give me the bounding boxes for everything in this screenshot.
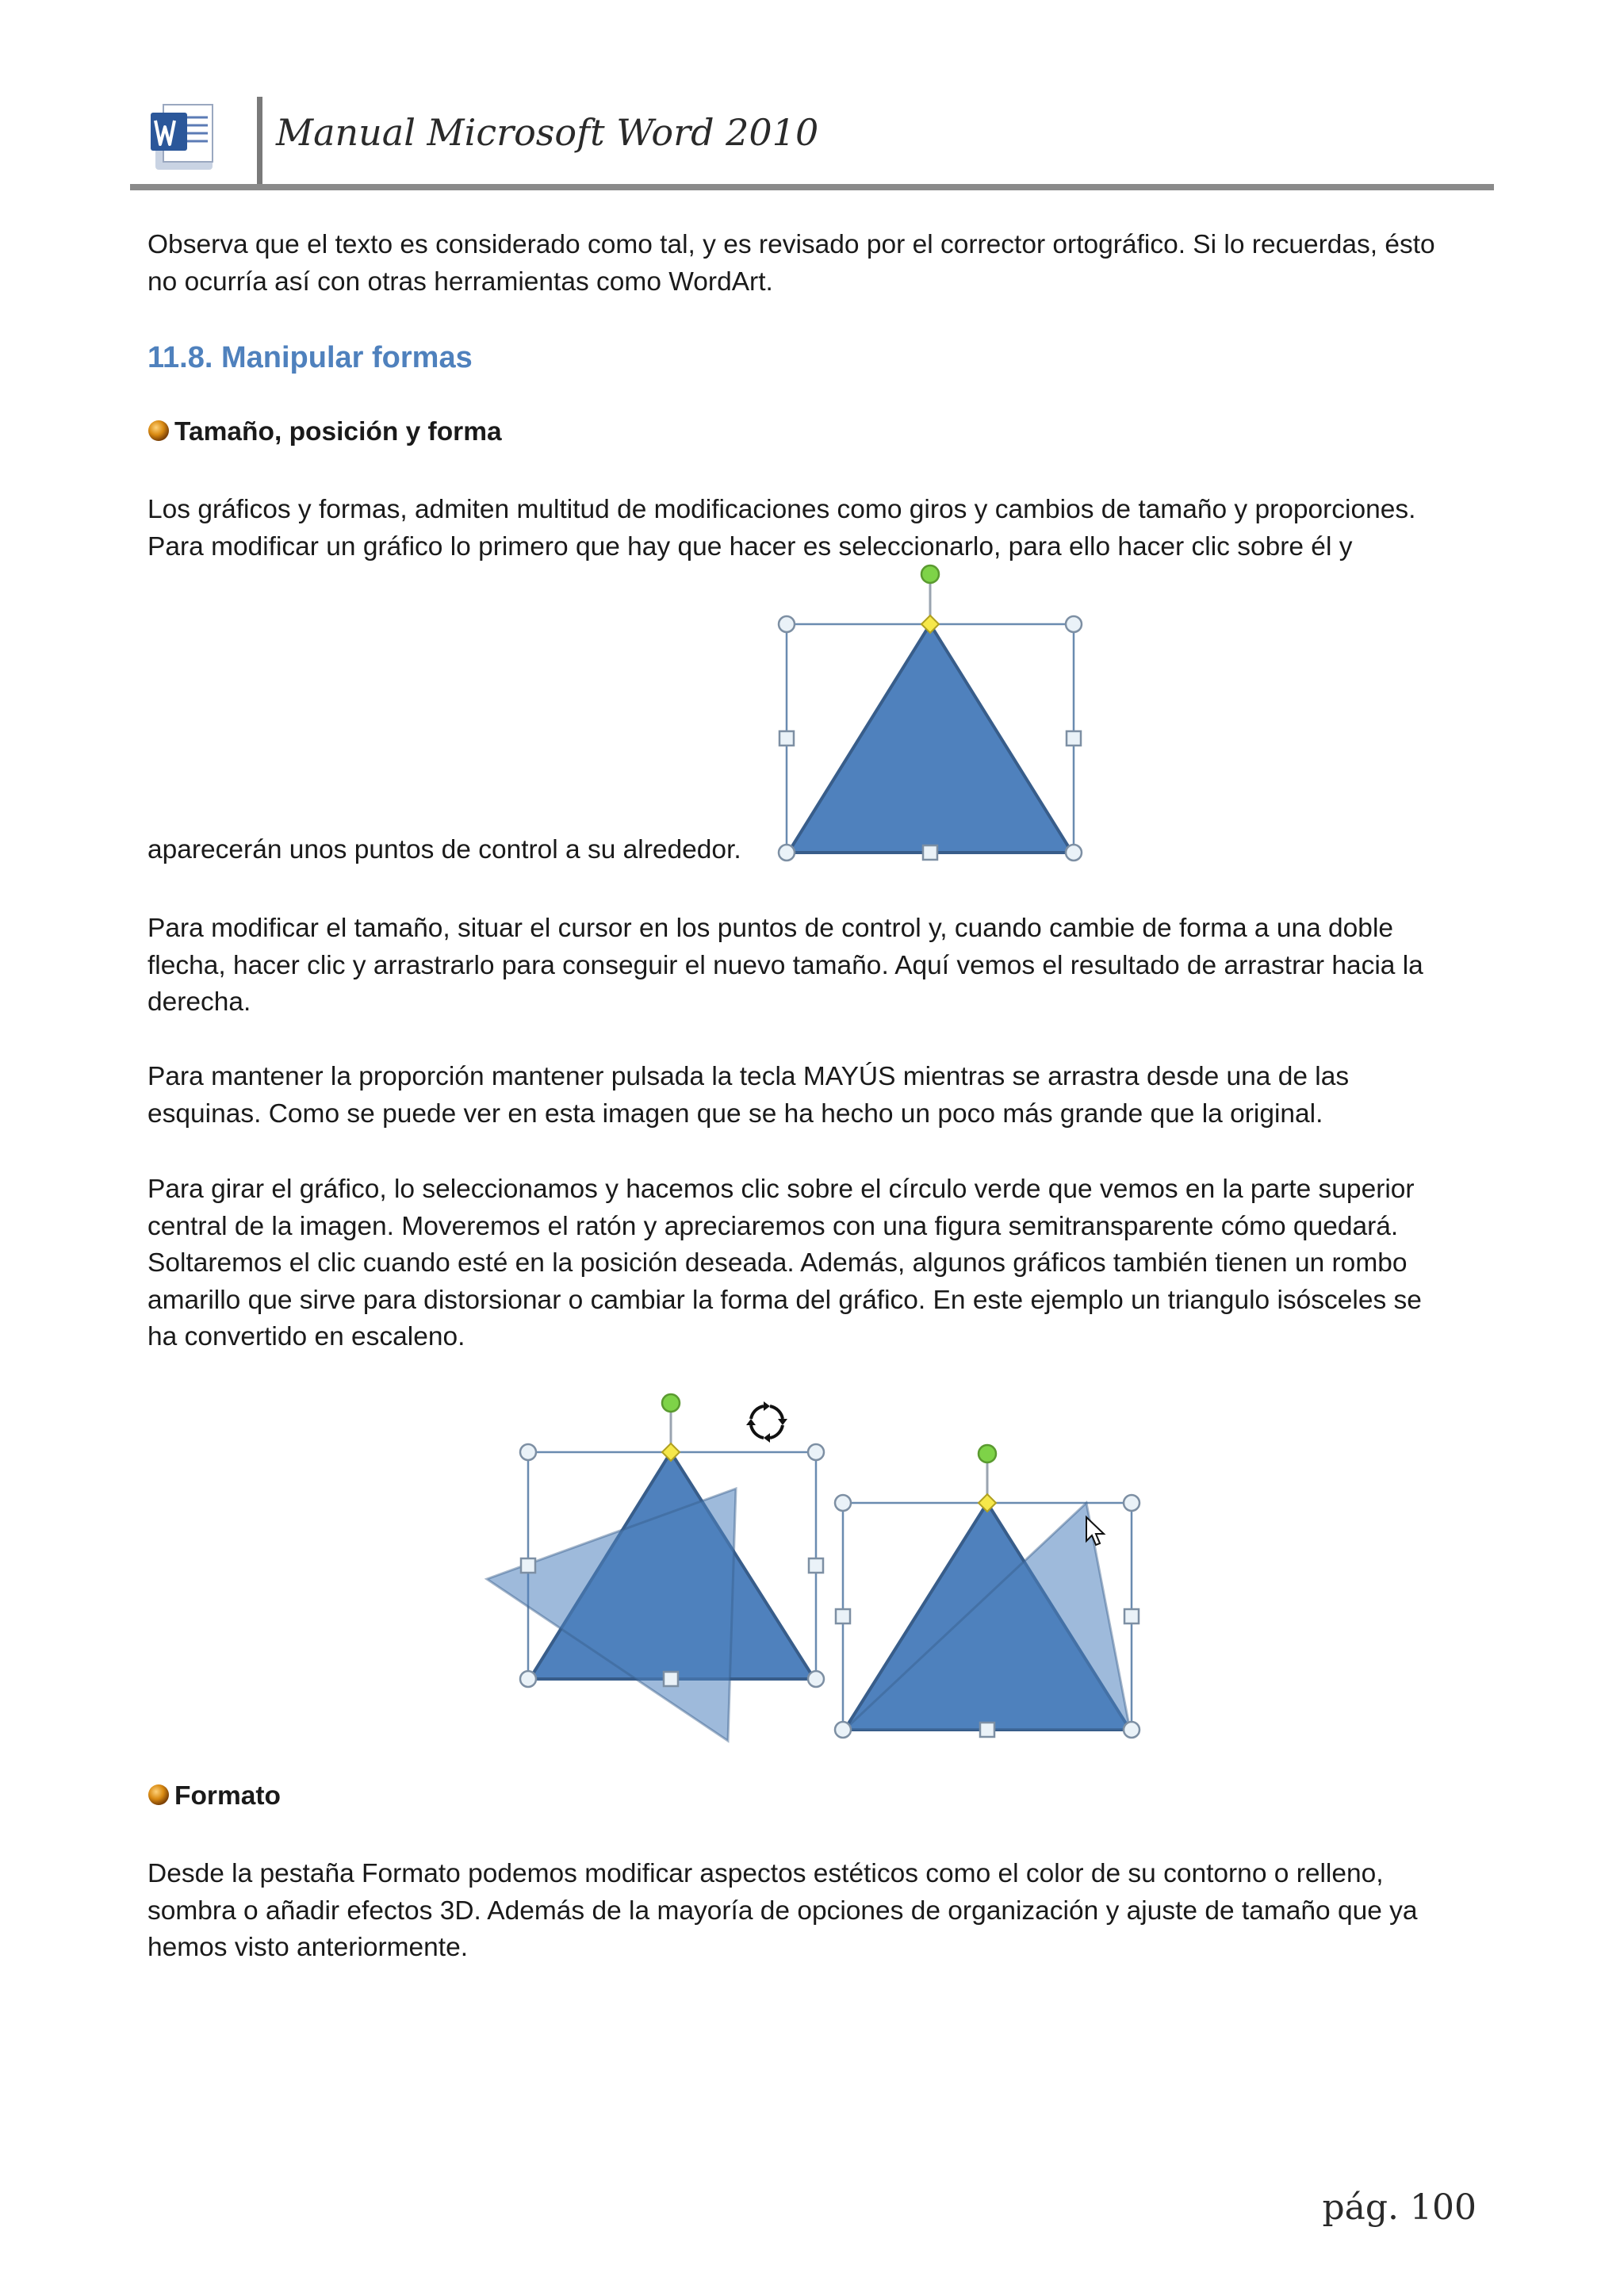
corner-handle[interactable] xyxy=(1066,616,1082,632)
text-line: no ocurría así con otras herramientas como WordArt. xyxy=(147,266,773,297)
text-line: flecha, hacer clic y arrastrarlo para conseguir el nuevo tamaño. Aquí vemos el resultado de arrastrar hacia la xyxy=(147,950,1423,980)
paragraph-proportion xyxy=(147,1059,1477,1133)
paragraph-selection xyxy=(147,492,1477,565)
side-handle[interactable] xyxy=(1067,731,1081,746)
text-line: Para modificar un gráfico lo primero que hay que hacer es seleccionarlo, para ello hacer clic sobre él y xyxy=(147,531,1353,562)
orange-bullet-icon xyxy=(147,420,173,445)
text-line: Los gráficos y formas, admiten multitud de modificaciones como giros y cambios de tamaño y proporciones. xyxy=(147,495,1416,524)
text-line: Para modificar el tamaño, situar el cursor en los puntos de control y, cuando cambie de forma a una doble xyxy=(147,914,1394,943)
text-line: Para mantener la proporción mantener pulsada la tecla MAYÚS mientras se arrastra desde una de las xyxy=(147,1062,1350,1091)
text-line: Desde la pestaña Formato podemos modificar aspectos estéticos como el color de su contorno o relleno, xyxy=(147,1859,1384,1888)
text-line: Para girar el gráfico, lo seleccionamos y hacemos clic sobre el círculo verde que vemos en la parte superior xyxy=(147,1175,1415,1204)
header-rule xyxy=(130,184,1494,190)
subsection-heading-label: Tamaño, posición y forma xyxy=(174,417,502,447)
adjust-handle[interactable] xyxy=(662,1443,680,1461)
text-line: sombra o añadir efectos 3D. Además de la mayoría de opciones de organización y ajuste de tamaño que ya xyxy=(147,1895,1418,1926)
paragraph-rotate xyxy=(147,1171,1477,1356)
word-logo-icon xyxy=(147,100,227,173)
rotate-handle[interactable] xyxy=(921,565,939,583)
rotate-example xyxy=(487,1394,824,1741)
side-handle[interactable] xyxy=(779,731,794,746)
distort-example xyxy=(835,1445,1139,1738)
text-line: esquinas. Como se puede ver en esta imagen que se ha hecho un poco más grande que la original. xyxy=(147,1098,1323,1129)
text-line: ha convertido en escaleno. xyxy=(147,1322,465,1351)
text-line: Soltaremos el clic cuando esté en la posición deseada. Además, algunos gráficos también tienen un rombo xyxy=(147,1248,1408,1278)
paragraph-resize xyxy=(147,910,1477,1022)
rotate-distort-figure xyxy=(476,1384,1158,1749)
orange-bullet-icon xyxy=(147,1784,173,1809)
header-divider xyxy=(257,97,262,186)
rotate-cursor-icon xyxy=(746,1401,787,1443)
corner-handle[interactable] xyxy=(779,845,795,861)
text-line: hemos visto anteriormente. xyxy=(147,1933,469,1962)
section-heading: 11.8. Manipular formas xyxy=(147,341,473,374)
adjust-handle[interactable] xyxy=(979,1494,996,1512)
text-line: central de la imagen. Moveremos el ratón y apreciaremos con una figura semitransparente cómo quedará. xyxy=(147,1211,1399,1241)
corner-handle[interactable] xyxy=(1066,845,1082,861)
corner-handle[interactable] xyxy=(779,616,795,632)
rotate-handle[interactable] xyxy=(979,1445,996,1462)
triangle-shape[interactable] xyxy=(788,624,1072,853)
rotate-handle[interactable] xyxy=(662,1394,680,1412)
text-line: derecha. xyxy=(147,987,251,1017)
text-line: Observa que el texto es considerado como tal, y es revisado por el corrector ortográfico. Si lo recuerdas, ésto xyxy=(147,230,1435,259)
intro-paragraph xyxy=(147,227,1477,301)
text-line: amarillo que sirve para distorsionar o cambiar la forma del gráfico. En este ejemplo un triangulo isósceles se xyxy=(147,1285,1422,1315)
side-handle[interactable] xyxy=(923,845,937,860)
subsection-heading xyxy=(147,417,502,447)
page-number: pág. 100 xyxy=(1322,2187,1477,2228)
paragraph-format xyxy=(147,1856,1477,1967)
selected-triangle-figure xyxy=(769,563,1094,872)
adjust-handle[interactable] xyxy=(921,615,939,633)
subsection-heading-label: Formato xyxy=(174,1781,281,1811)
header-title: Manual Microsoft Word 2010 xyxy=(276,111,819,154)
subsection-heading xyxy=(147,1781,281,1811)
rotation-ghost-shape xyxy=(487,1489,736,1741)
text-line: aparecerán unos puntos de control a su alrededor. xyxy=(147,835,741,864)
